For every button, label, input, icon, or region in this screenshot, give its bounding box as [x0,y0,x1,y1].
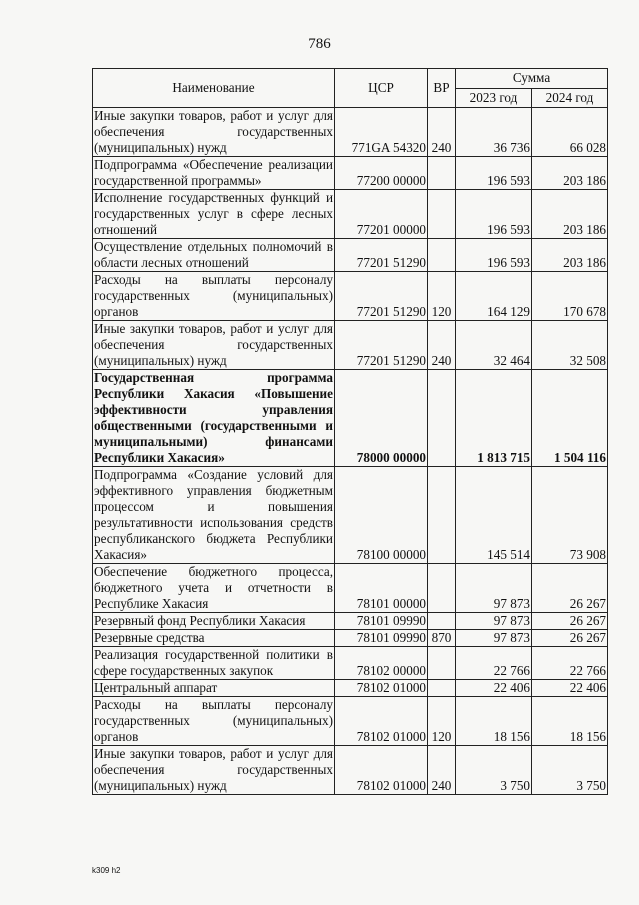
row-sum-2023: 32 464 [456,321,532,370]
row-name: Осуществление отдельных полномочий в области лесных отношений [94,239,333,270]
row-sum-2024: 18 156 [532,697,608,746]
row-csr: 78100 00000 [335,467,428,564]
row-vr: 240 [428,108,456,157]
row-sum-2023: 145 514 [456,467,532,564]
table-row [93,272,608,321]
row-vr [428,370,456,467]
header-name: Наименование [93,69,335,108]
table-row [93,647,608,680]
row-sum-2024: 32 508 [532,321,608,370]
row-name: Исполнение государственных функций и государственных услуг в сфере лесных отношений [94,190,333,237]
row-name: Резервные средства [93,630,335,647]
row-sum-2024: 73 908 [532,467,608,564]
table-row [93,564,608,613]
header-year-2024: 2024 год [532,88,608,108]
row-csr: 78101 00000 [335,564,428,613]
table-row [93,370,608,467]
row-sum-2023: 18 156 [456,697,532,746]
row-csr: 78101 09990 [335,630,428,647]
row-vr [428,467,456,564]
row-vr [428,613,456,630]
row-vr [428,564,456,613]
page-number: 786 [308,36,331,52]
row-sum-2023: 36 736 [456,108,532,157]
row-csr: 77200 00000 [335,157,428,190]
row-name: Резервный фонд Республики Хакасия [93,613,335,630]
row-csr: 78102 01000 [335,746,428,795]
row-sum-2023: 97 873 [456,630,532,647]
row-sum-2024: 26 267 [532,613,608,630]
row-name: Иные закупки товаров, работ и услуг для обеспечения государственных (муниципальных) нужд [94,321,333,368]
row-csr: 78102 00000 [335,647,428,680]
row-sum-2023: 22 766 [456,647,532,680]
row-csr: 77201 00000 [335,190,428,239]
row-name: Иные закупки товаров, работ и услуг для обеспечения государственных (муниципальных) нужд [94,108,333,155]
row-vr: 240 [428,746,456,795]
row-sum-2024: 26 267 [532,630,608,647]
row-csr: 78101 09990 [335,613,428,630]
row-vr [428,647,456,680]
row-csr: 77201 51290 [335,272,428,321]
row-sum-2024: 22 406 [532,680,608,697]
row-csr: 78102 01000 [335,697,428,746]
row-csr: 771GA 54320 [335,108,428,157]
table-row [93,746,608,795]
row-sum-2024: 3 750 [532,746,608,795]
footer-code: k309 h2 [92,866,121,875]
table-row [93,680,608,697]
row-sum-2023: 97 873 [456,564,532,613]
row-sum-2024: 203 186 [532,239,608,272]
row-sum-2024: 22 766 [532,647,608,680]
row-vr [428,680,456,697]
row-csr: 78000 00000 [335,370,428,467]
row-csr: 77201 51290 [335,239,428,272]
row-sum-2024: 170 678 [532,272,608,321]
row-sum-2024: 203 186 [532,157,608,190]
row-sum-2024: 203 186 [532,190,608,239]
header-sum: Сумма [456,69,608,89]
row-vr [428,157,456,190]
row-vr: 240 [428,321,456,370]
row-sum-2023: 22 406 [456,680,532,697]
row-name: Расходы на выплаты персоналу государственных (муниципальных) органов [94,697,333,744]
table-row [93,239,608,272]
row-name: Подпрограмма «Создание условий для эффективного управления бюджетным процессом и повышения результативности использования средств республиканского бюджета Республики Хакасия» [94,467,333,562]
table-row [93,467,608,564]
row-vr: 870 [428,630,456,647]
row-sum-2023: 164 129 [456,272,532,321]
row-name: Подпрограмма «Обеспечение реализации государственной программы» [94,157,333,188]
row-sum-2024: 1 504 116 [532,370,608,467]
table-row [93,613,608,630]
row-csr: 77201 51290 [335,321,428,370]
header-year-2023: 2023 год [456,88,532,108]
table-row [93,630,608,647]
row-sum-2023: 196 593 [456,190,532,239]
table-row [93,321,608,370]
table-row [93,190,608,239]
table-row [93,108,608,157]
row-name: Расходы на выплаты персоналу государственных (муниципальных) органов [94,272,333,319]
table-row [93,157,608,190]
row-sum-2024: 66 028 [532,108,608,157]
row-sum-2023: 196 593 [456,239,532,272]
table-body [93,108,608,795]
header-csr: ЦСР [335,69,428,108]
row-csr: 78102 01000 [335,680,428,697]
row-sum-2023: 1 813 715 [456,370,532,467]
table-row [93,697,608,746]
row-vr [428,239,456,272]
row-name: Государственная программа Республики Хакасия «Повышение эффективности управления общественными (государственными и муниципальными) финансами Республики Хакасия» [94,370,333,465]
budget-table [92,68,608,795]
row-name: Иные закупки товаров, работ и услуг для обеспечения государственных (муниципальных) нужд [94,746,333,793]
row-vr [428,190,456,239]
row-sum-2023: 3 750 [456,746,532,795]
row-sum-2024: 26 267 [532,564,608,613]
header-vr: ВР [428,69,456,108]
row-name: Обеспечение бюджетного процесса, бюджетного учета и отчетности в Республике Хакасия [94,564,333,611]
row-name: Реализация государственной политики в сфере государственных закупок [94,647,333,678]
row-sum-2023: 196 593 [456,157,532,190]
row-name: Центральный аппарат [93,680,335,697]
row-vr: 120 [428,697,456,746]
row-vr: 120 [428,272,456,321]
row-sum-2023: 97 873 [456,613,532,630]
